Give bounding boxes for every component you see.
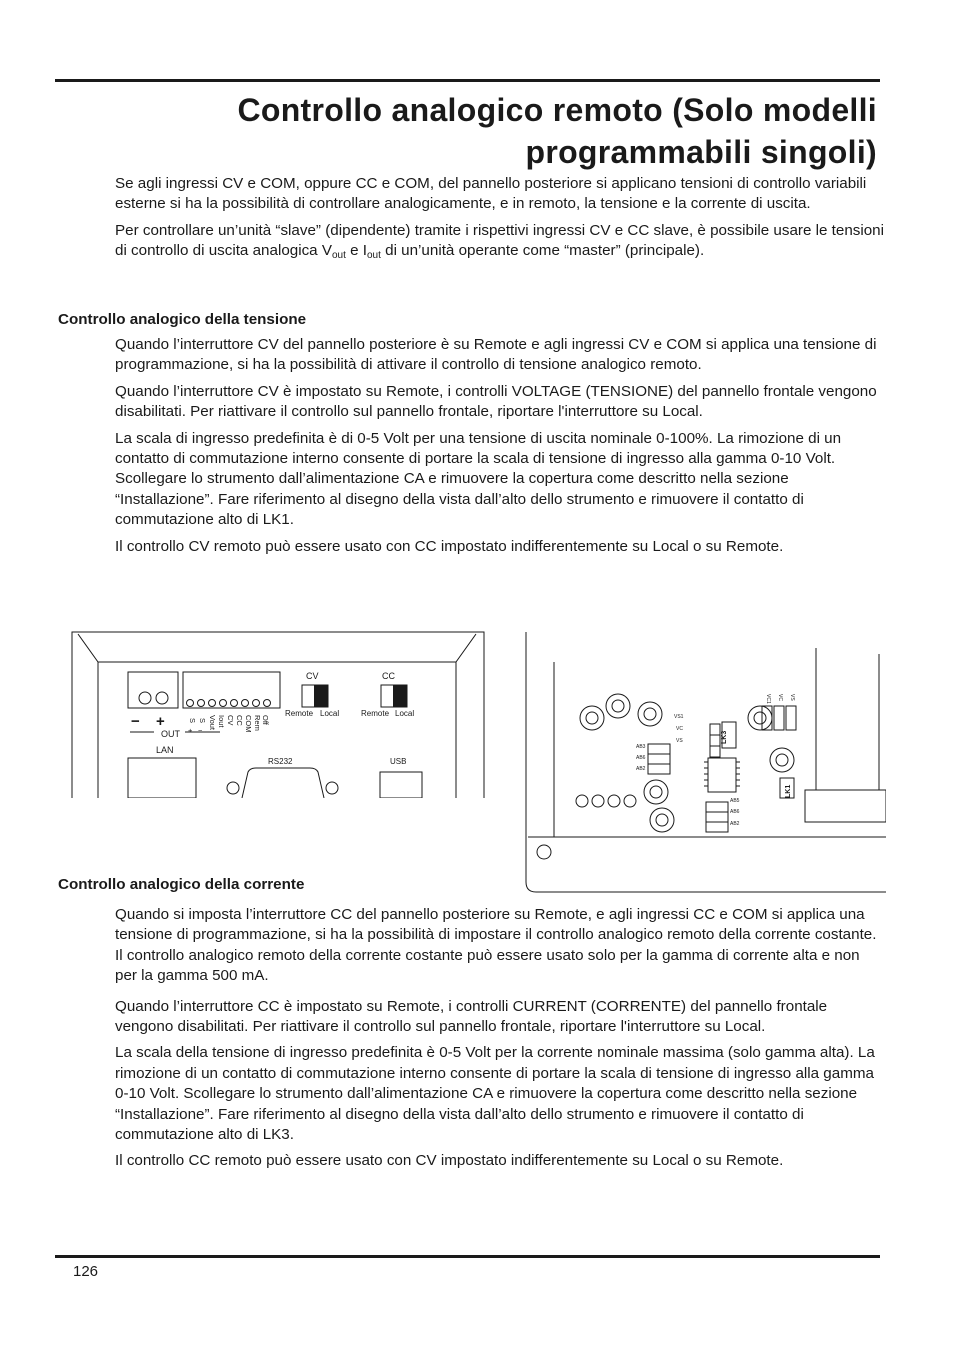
terminal-label: CC	[235, 715, 244, 726]
voltage-paragraph: La scala di ingresso predefinita è di 0-5 Volt per una tensione di uscita nominale 0-100%. La rimozione di un contatto di commutazione interno consente di portare la scala di tensione di ingresso alla gamma 0-10 Volt. Scollegare lo strumento dall’alimentazione CA e rimuovere la copertura come descritto nella sezione “Installazione”. Fare riferimento al disegno della vista dall’alto dello strumento e rimuovere il contatto di commutazione alto di LK1.	[115, 429, 842, 529]
terminal-label: CV	[226, 715, 235, 726]
out-label: OUT	[161, 729, 180, 739]
board-small-label: VC	[777, 694, 783, 701]
board-small-label: VC	[676, 726, 683, 732]
board-top-view-figure	[524, 632, 886, 894]
terminal-label: Off	[261, 715, 270, 725]
board-small-label: AB3	[636, 744, 646, 750]
intro-block	[115, 174, 885, 268]
board-small-label: AB6	[730, 809, 740, 815]
sense-plus-label: +	[188, 726, 193, 735]
bottom-rule	[55, 1255, 880, 1258]
current-paragraph: La scala della tensione di ingresso predefinita è 0-5 Volt per la corrente nominale massima (solo gamma alta). La rimozione di un contatto di commutazione interno consente di portare la scala di tensione di ingresso alla gamma 0-10 Volt. Scollegare lo strumento dall’alimentazione CA e rimuovere la copertura come descritto nella sezione “Installazione”. Fare riferimento al disegno della vista dall’alto dello strumento e rimuovere il contatto di commutazione alto di LK3.	[115, 1044, 875, 1144]
board-small-label: VC1	[765, 694, 771, 704]
intro-paragraph-vout: Per controllare un’unità “slave” (dipendente) tramite i rispettivi ingressi CV e CC slave, è possibile usare le tensioni di controllo di uscita analogica $V_{out}$ e $I_{out}$ di un’unità operante come “master” (principale).	[115, 221, 885, 262]
terminal-label: COM	[244, 715, 253, 733]
voltage-block	[115, 335, 885, 563]
terminal-label: Iout	[217, 715, 226, 728]
intro-paragraph: Se agli ingressi CV e COM, oppure CC e COM, del pannello posteriore si applicano tensioni di controllo variabili esterne si ha la possibilità di controllare analogicamente, e in remoto, la tensione e la corrente di uscita.	[115, 175, 867, 213]
board-small-label: VS	[789, 694, 795, 701]
current-section-heading: Controllo analogico della corrente	[58, 876, 305, 893]
board-small-label: AB5	[730, 798, 740, 804]
terminal-label: Vout	[208, 715, 217, 731]
current-block	[115, 905, 885, 1178]
terminal-label: S	[188, 718, 197, 724]
voltage-paragraph: Il controllo CV remoto può essere usato con CC impostato indifferentemente su Local o su Remote.	[115, 537, 784, 555]
top-rule	[55, 79, 880, 82]
cc-switch-label: CC	[382, 671, 395, 681]
current-paragraph: Quando si imposta l’interruttore CC del pannello posteriore su Remote, e agli ingressi CC e COM si applica una tensione di programmazione, si ha la possibilità di impostare il controllo analogico remoto della corrente costante. Il controllo analogico remoto della corrente costante può essere usato solo per la gamma di corrente alta e non per la gamma 500 mA.	[115, 906, 877, 985]
page-title	[77, 89, 877, 173]
terminal-label: S	[198, 718, 207, 724]
out-minus-label: −	[131, 713, 140, 730]
cv-switch-label: CV	[306, 671, 319, 681]
current-paragraph: Quando l’interruttore CC è impostato su Remote, i controlli CURRENT (CORRENTE) del pannello frontale vengono disabilitati. Per riattivare il controllo sul pannello frontale, riportare l'interruttore su Local.	[115, 997, 828, 1036]
lk3-label: LK3	[721, 730, 728, 744]
cv-remote-label: Remote	[285, 709, 314, 718]
out-plus-label: +	[156, 713, 165, 730]
lan-label: LAN	[156, 745, 174, 755]
board-small-label: AB2	[636, 766, 646, 772]
usb-label: USB	[390, 757, 407, 766]
cv-local-label: Local	[320, 709, 340, 718]
sense-minus-label: −	[198, 726, 203, 735]
lk1-label: LK1	[785, 784, 792, 798]
board-small-label: AB6	[636, 755, 646, 761]
title-line-2: programmabili singoli)	[525, 134, 877, 170]
cc-remote-label: Remote	[361, 709, 390, 718]
terminal-label: Rem	[253, 715, 262, 731]
board-small-label: VS1	[674, 714, 684, 720]
cc-local-label: Local	[395, 709, 415, 718]
board-small-label: VS	[676, 738, 683, 744]
board-small-label: AB2	[730, 821, 740, 827]
title-line-1: Controllo analogico remoto (Solo modelli	[237, 92, 877, 128]
rs232-label: RS232	[268, 757, 293, 766]
rear-panel-figure	[70, 630, 488, 798]
current-paragraph: Il controllo CC remoto può essere usato con CV impostato indifferentemente su Local o su Remote.	[115, 1152, 784, 1170]
voltage-paragraph: Quando l’interruttore CV è impostato su Remote, i controlli VOLTAGE (TENSIONE) del pannello frontale vengono disabilitati. Per riattivare il controllo sul pannello frontale, riportare l'interruttore su Local.	[115, 382, 877, 421]
page-number: 126	[73, 1263, 99, 1280]
voltage-section-heading: Controllo analogico della tensione	[58, 311, 307, 328]
voltage-paragraph: Quando l’interruttore CV del pannello posteriore è su Remote e agli ingressi CV e COM si applica una tensione di programmazione, si ha la possibilità di attivare il controllo di tensione analogico remoto.	[115, 336, 877, 374]
